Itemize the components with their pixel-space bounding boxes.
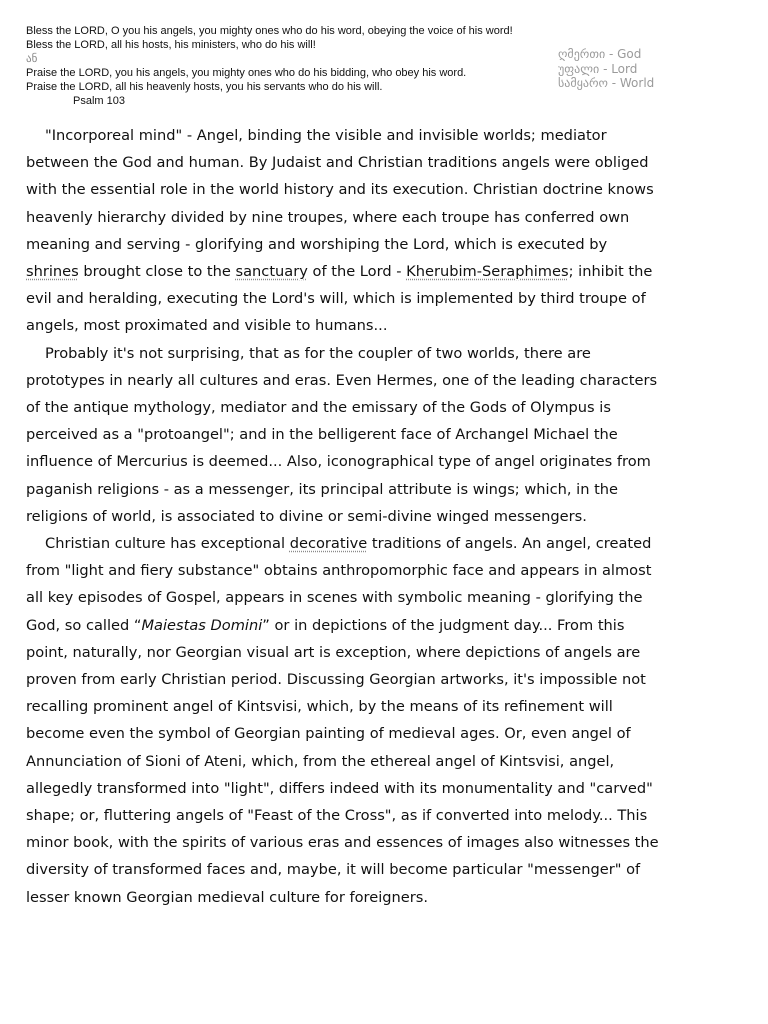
legend-god: ღმერთი - God [558,47,642,61]
paragraph-2: Probably it's not surprising, that as for the coupler of two worlds, there are prototypes in nearly all cultures and eras. Even Hermes, one of the leading characters of the antique mythology, mediator and the emissary of the Gods of Olympus is perceived as a "protoangel"; and in the belligerent face of Archangel Michael the influence of Mercurius is deemed... Also, iconographical type of angel originates from paganish religions - as a messenger, its principal attribute is wings; which, in the religions of world, is associated to divine or semi-divine winged messengers. [26,344,658,525]
word-kherubim-seraphimes: Kherubim-Seraphimes [406,263,569,281]
glossary-legend [558,47,654,91]
paragraph-1-part-c: of the Lord - [307,263,407,281]
epigraph-source: Psalm 103 [73,95,125,107]
legend-lord: უფალი - Lord [558,61,638,76]
epigraph-language-marker: ან [26,53,38,65]
word-shrines: shrines [26,263,79,281]
paragraph-1-part-a: "Incorporeal mind" - Angel, binding the visible and invisible worlds; mediator between the God and human. By Judaist and Christian traditions angels were obliged with the essential role in the world history and its execution. Christian doctrine knows heavenly hierarchy divided by nine troupes, where each troupe has conferred own meaning and serving - glorifying and worshiping the Lord, which is executed by [26,127,654,253]
epigraph-line-1: Bless the LORD, O you his angels, you mighty ones who do his word, obeying the voice of his word! [26,25,513,37]
main-text [26,122,660,911]
paragraph-3-part-c: ” or in depictions of the judgment day... From this point, naturally, nor Georgian visual art is exception, where depictions of angels are proven from early Christian period. Discussing Georgian artworks, it's impossible not recalling prominent angel of Kintsvisi, which, by the means of its refinement will become even the symbol of Georgian painting of medieval ages. Or, even angel of Annunciation of Sioni of Ateni, which, from the ethereal angel of Kintsvisi, angel, allegedly transformed into "light", differs indeed with its monumentality and "carved" shape; or, fluttering angels of "Feast of the Cross", as if converted into melody... This minor book, with the spirits of various eras and essences of images also witnesses the diversity of transformed faces and, maybe, it will become particular "messenger" of lesser known Georgian medieval culture for foreigners. [26,616,659,906]
psalm-epigraph [26,24,556,108]
paragraph-3-part-a: Christian culture has exceptional [45,535,290,553]
epigraph-line-3: Praise the LORD, you his angels, you mighty ones who do his bidding, who obey his word. [26,67,467,79]
paragraph-3-part-b: traditions of angels. An angel, created from "light and fiery substance" obtains anthropomorphic face and appears in almost all key episodes of Gospel, appears in scenes with symbolic meaning - glorifying the God, so called “ [26,535,652,634]
paragraph-1 [26,122,660,340]
word-sanctuary: sanctuary [235,263,308,281]
paragraph-3 [26,530,660,911]
legend-world: სამყარო - World [558,76,655,90]
paragraph-1-part-b: brought close to the [78,263,236,281]
word-decorative: decorative [289,535,368,553]
epigraph-line-2: Bless the LORD, all his hosts, his ministers, who do his will! [26,39,316,51]
epigraph-line-4: Praise the LORD, all his heavenly hosts, you his servants who do his will. [26,81,383,93]
paragraph-1-part-d: ; inhibit the evil and heralding, executing the Lord's will, which is implemented by third troupe of angels, most proximated and visible to humans... [26,263,653,335]
term-maiestas-domini: Maiestas Domini [141,616,263,634]
